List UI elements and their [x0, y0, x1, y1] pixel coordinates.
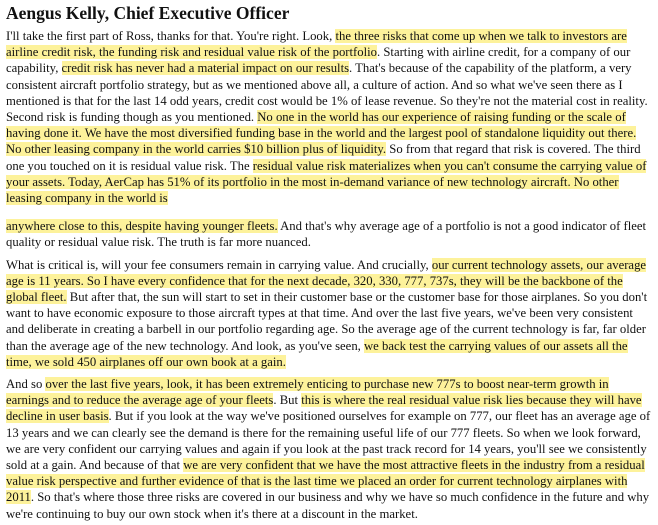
- body-text: What is critical is, will your fee consumers remain in carrying value. And crucially,: [6, 257, 432, 272]
- highlighted-text: our current technology assets, our average age is 11 years. So I have every confidence that for the next decade, 320, 330, 777, 737s, they will be the backbone of the global fleet.: [6, 257, 647, 305]
- body-text: . Starting with airline credit, for a company of our capability,: [6, 45, 631, 76]
- body-text: So from that regard that risk is covered. The third one you touched on it is residual value risk. The: [6, 142, 641, 173]
- highlighted-text: we back test the carrying values of our assets all the time, we sold 450 airplanes off our own book at a gain.: [6, 338, 628, 369]
- highlighted-text: over the last five years, look, it has been extremely enticing to purchase new 777s to boost near-term growth in earnings and to reduce the average age of your fleets: [6, 377, 609, 408]
- paragraph-1: [6, 28, 652, 206]
- paragraph-2: [6, 218, 652, 250]
- paragraph-3: [6, 257, 652, 370]
- highlighted-text: anywhere close to this, despite having younger fleets.: [6, 219, 278, 234]
- highlighted-text: credit risk has never had a material impact on our results: [61, 61, 350, 76]
- body-text: And that's why average age of a portfolio is not a good indicator of fleet quality or residual value risk. The truth is far more nuanced.: [6, 219, 647, 250]
- body-text: . But if you look at the way we've positioned ourselves for example on 777, our fleet has an average age of 13 years and we can clearly see the demand is there for the remaining useful life of our 777 fleets. So when we look forward, we are very confident our carrying values and again if you look at the past track record for 14 years, you'll see we consistently sold at a gain. And because of that: [6, 409, 651, 473]
- highlighted-text: residual value risk materializes when you can't consume the carrying value of your assets. Today, AerCap has 51% of its portfolio in the most in-demand variance of new technology aircraft. No other leasing company in the world is: [6, 158, 647, 206]
- body-text: I'll take the first part of Ross, thanks for that. You're right. Look,: [6, 29, 336, 43]
- body-text: . So that's where those three risks are covered in our business and why we have so much confidence in the future and why we're continuing to buy our own stock when it's there at a discount in the market.: [6, 490, 650, 521]
- body-text: . But: [273, 393, 302, 408]
- paragraph-4: [6, 376, 652, 522]
- highlighted-text: we are very confident that we have the most attractive fleets in the industry from a residual value risk perspective and further evidence of that is the last time we placed an order for current technology airplanes with 2011: [6, 458, 645, 505]
- body-text: And so: [6, 377, 46, 392]
- body-text: . That's because of the capability of the platform, a very consistent aircraft portfolio strategy, but as we mentioned above all, a culture of action. And so what we've seen there as I mentioned is that for the last 14 odd years, credit cost would be 1% of lease revenue. So they're not the material cost in reality. Second risk is funding though as you mentioned.: [6, 61, 648, 125]
- highlighted-text: the three risks that come up when we talk to investors are airline credit risk, the funding risk and residual value risk of the portfolio: [6, 29, 627, 60]
- highlighted-text: No one in the world has our experience of raising funding or the scale of having done it. We have the most diversified funding base in the world and the largest pool of standalone liquidity out there. No other leasing company in the world carries $10 billion plus of liquidity.: [6, 110, 637, 157]
- speaker-heading: Aengus Kelly, Chief Executive Officer: [6, 3, 290, 23]
- body-text: But after that, the sun will start to set in their customer base or the customer base for those airplanes. So you don't want to have economic exposure to those aircraft types at that time. And over the last five years, we've been very consistent and deliberate in creating a barbell in our portfolio regarding age. So the average age of the current technology is far, far older than the average age of the new technology. And look, as you've seen,: [6, 290, 648, 353]
- highlighted-text: this is where the real residual value risk lies because they will have decline in user basis: [6, 393, 642, 424]
